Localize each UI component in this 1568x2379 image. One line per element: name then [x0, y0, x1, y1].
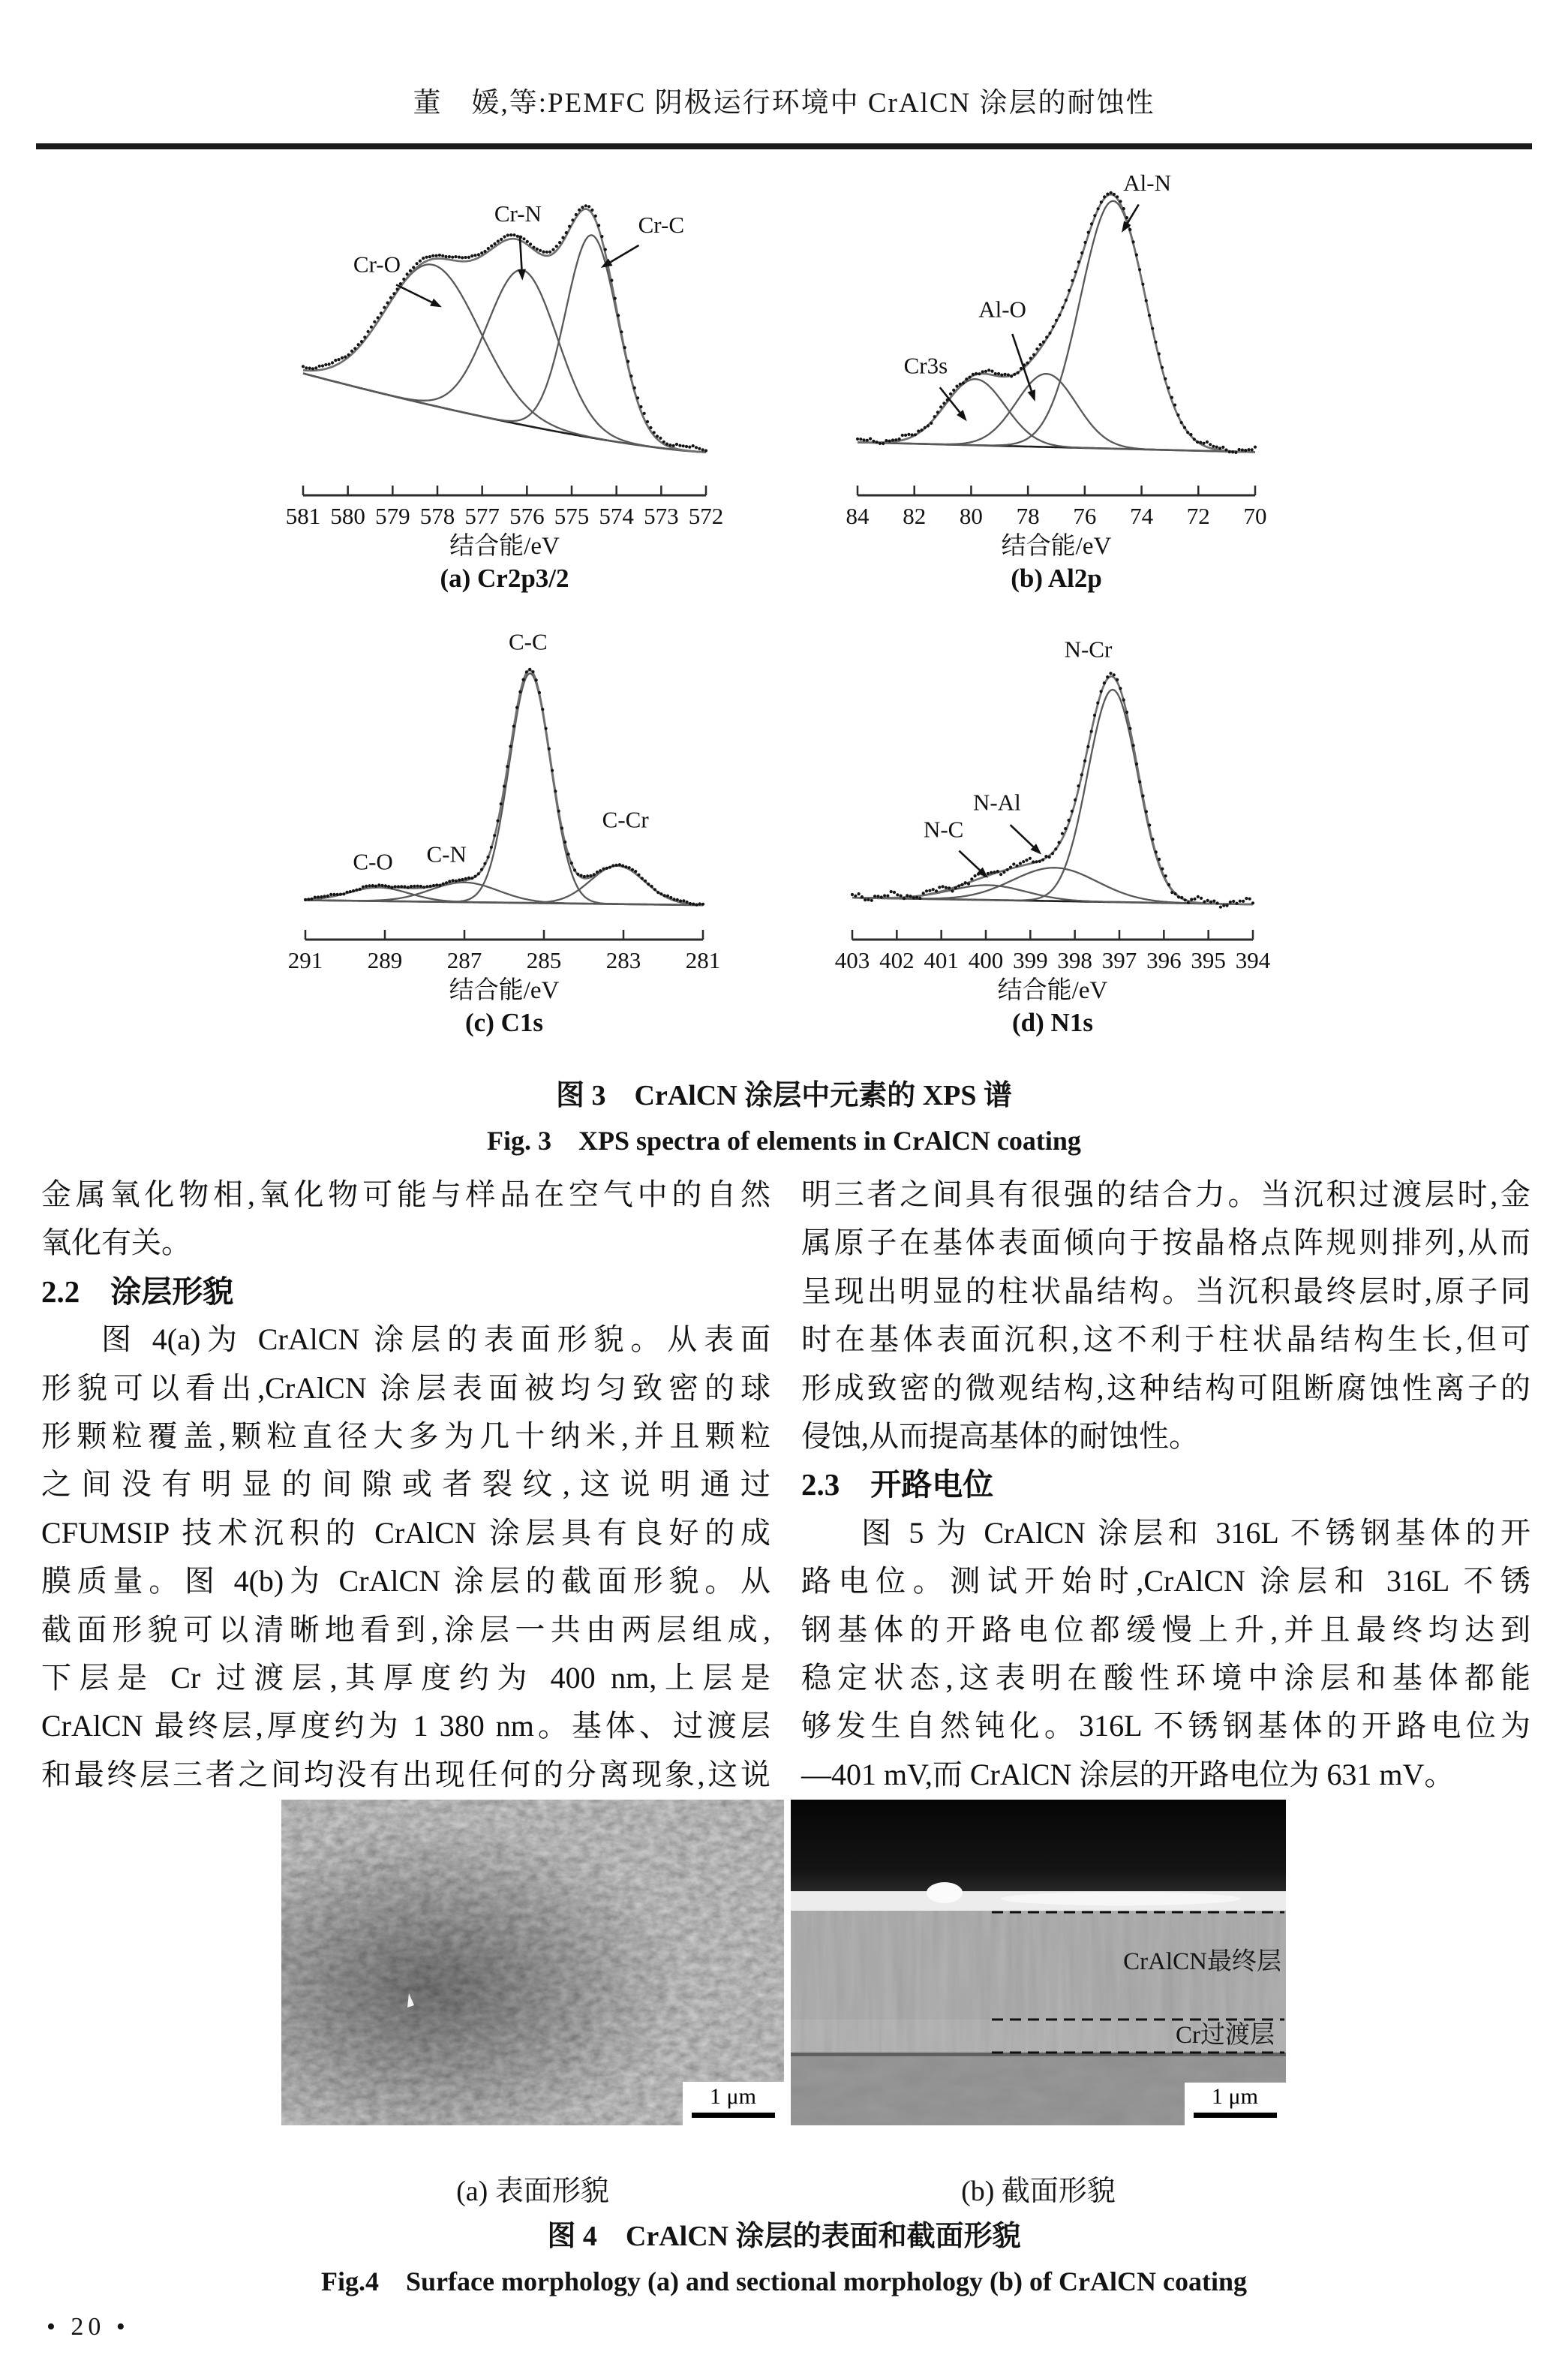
- text-line: 稳定状态,这表明在酸性环境中涂层和基体都能: [801, 1661, 1530, 1695]
- envelope-curve: [858, 194, 1255, 452]
- text-line: CrAlCN 最终层,厚度约为 1 380 nm。基体、过渡层: [41, 1709, 770, 1743]
- tick-label: 84: [846, 503, 870, 529]
- tick-label: 398: [1057, 947, 1092, 973]
- peak-curve-Al-N: [858, 201, 1255, 453]
- text-line: 呈现出明显的柱状晶结构。当沉积最终层时,原子同: [801, 1274, 1530, 1308]
- tick-label: 396: [1146, 947, 1182, 973]
- text-line: 明三者之间具有很强的结合力。当沉积过渡层时,金: [801, 1177, 1530, 1211]
- svg-text:N-Al: N-Al: [972, 789, 1021, 816]
- figure3-caption-en: Fig. 3 XPS spectra of elements in CrAlCN coating: [487, 1126, 1081, 1156]
- text-line: —401 mV,而 CrAlCN 涂层的开路电位为 631 mV。: [801, 1757, 1455, 1791]
- peak-label-Al-N: [1122, 170, 1171, 233]
- page-number: • 20 •: [47, 2313, 130, 2341]
- tick-label: 402: [879, 947, 915, 973]
- tick-label: 291: [287, 947, 323, 973]
- text-line: 和最终层三者之间均没有出现任何的分离现象,这说: [41, 1757, 770, 1791]
- x-axis: [286, 486, 724, 529]
- tick-label: 574: [599, 503, 634, 529]
- header-title: 董 媛,等:PEMFC 阴极运行环境中 CrAlCN 涂层的耐蚀性: [413, 88, 1155, 119]
- figure4-subcaption-a: (a) 表面形貌: [456, 2176, 609, 2207]
- tick-label: 578: [419, 503, 455, 529]
- tick-label: 403: [834, 947, 870, 973]
- svg-text:Al-O: Al-O: [978, 296, 1026, 323]
- figure4-caption-en: Fig.4 Surface morphology (a) and sectional morphology (b) of CrAlCN coating: [321, 2266, 1247, 2296]
- text-line: 图 5 为 CrAlCN 涂层和 316L 不锈钢基体的开: [861, 1515, 1530, 1550]
- chart-subtitle: (d) N1s: [1012, 1008, 1093, 1037]
- experimental-data-dots: [851, 672, 1254, 909]
- tick-label: 76: [1073, 503, 1097, 529]
- layer-label-transition: Cr过渡层: [1176, 2022, 1275, 2049]
- tick-label: 289: [367, 947, 403, 973]
- xps-chart-al2p: [833, 154, 1283, 612]
- svg-text:Cr-O: Cr-O: [353, 251, 401, 278]
- section-heading: 2.2 涂层形貌: [41, 1274, 234, 1309]
- xps-chart-c1s: [280, 609, 730, 1043]
- xps-chart-cr2p: [278, 154, 728, 612]
- tick-label: 80: [959, 503, 983, 529]
- x-axis: [846, 486, 1267, 529]
- svg-text:C-N: C-N: [426, 841, 467, 868]
- svg-text:C-C: C-C: [508, 628, 548, 655]
- x-axis: [835, 930, 1271, 973]
- svg-text:N-Cr: N-Cr: [1064, 636, 1113, 663]
- peak-label-C-Cr: [602, 806, 650, 832]
- text-line: 路电位。测试开始时,CrAlCN 涂层和 316L 不锈: [801, 1564, 1530, 1599]
- text-line: 够发生自然钝化。316L 不锈钢基体的开路电位为: [801, 1709, 1530, 1743]
- text-line: 形成致密的微观结构,这种结构可阻断腐蚀性离子的: [801, 1370, 1530, 1405]
- tick-label: 394: [1235, 947, 1271, 973]
- tick-label: 281: [685, 947, 721, 973]
- tick-label: 400: [968, 947, 1004, 973]
- tick-label: 82: [903, 503, 927, 529]
- peak-label-N-C: [924, 817, 988, 878]
- text-line: 金属氧化物相,氧化物可能与样品在空气中的自然: [41, 1177, 770, 1211]
- text-line: 形颗粒覆盖,颗粒直径大多为几十纳米,并且颗粒: [41, 1419, 770, 1454]
- sem-b-bright-band: [1001, 1892, 1241, 1905]
- tick-label: 72: [1186, 503, 1210, 529]
- x-axis: [288, 930, 721, 973]
- svg-text:Cr-C: Cr-C: [638, 212, 685, 238]
- chart-subtitle: (a) Cr2p3/2: [440, 564, 569, 593]
- text-line: CFUMSIP 技术沉积的 CrAlCN 涂层具有良好的成: [41, 1515, 770, 1550]
- sem-image-section: [791, 1800, 1286, 2125]
- peak-label-C-O: [353, 848, 392, 874]
- figure3-caption-zh: 图 3 CrAlCN 涂层中元素的 XPS 谱: [556, 1080, 1012, 1111]
- tick-label: 573: [644, 503, 679, 529]
- tick-label: 577: [464, 503, 500, 529]
- xps-chart-n1s: [827, 609, 1277, 1043]
- peak-label-Al-O: [978, 296, 1035, 402]
- tick-label: 283: [605, 947, 641, 973]
- scale-bar-b: [1185, 2083, 1286, 2125]
- tick-label: 572: [688, 503, 724, 529]
- peak-curve-N-Cr: [852, 690, 1253, 904]
- chart-subtitle: (b) Al2p: [1011, 564, 1102, 593]
- section-heading: 2.3 开路电位: [801, 1467, 994, 1502]
- tick-label: 78: [1016, 503, 1040, 529]
- sem-image-surface: [281, 1800, 784, 2125]
- tick-label: 285: [526, 947, 562, 973]
- tick-label: 399: [1013, 947, 1048, 973]
- peak-label-N-Al: [973, 789, 1041, 854]
- envelope-curve: [852, 676, 1253, 904]
- tick-label: 575: [554, 503, 590, 529]
- envelope-curve: [303, 209, 706, 453]
- svg-text:Cr3s: Cr3s: [903, 352, 948, 379]
- peak-label-Cr-C: [601, 212, 684, 268]
- x-axis-label: 结合能/eV: [449, 533, 560, 560]
- text-line: 下层是 Cr 过渡层,其厚度约为 400 nm,上层是: [41, 1661, 770, 1695]
- text-line: 侵蚀,从而提高基体的耐蚀性。: [801, 1419, 1199, 1454]
- tick-label: 576: [509, 503, 545, 529]
- scale-bar-a-label: 1 μm: [710, 2084, 756, 2109]
- text-line: 属原子在基体表面倾向于按晶格点阵规则排列,从而: [801, 1226, 1530, 1260]
- peak-label-C-C: [509, 629, 548, 655]
- text-line: 之间没有明显的间隙或者裂纹,这说明通过: [41, 1467, 770, 1502]
- sem-b-bright-blob: [927, 1882, 963, 1903]
- tick-label: 580: [330, 503, 365, 529]
- svg-text:Al-N: Al-N: [1123, 169, 1172, 196]
- text-line: 截面形貌可以清晰地看到,涂层一共由两层组成,: [41, 1612, 770, 1647]
- text-line: 图 4(a)为 CrAlCN 涂层的表面形貌。从表面: [101, 1322, 770, 1357]
- tick-label: 397: [1101, 947, 1137, 973]
- svg-text:C-O: C-O: [353, 848, 393, 875]
- text-line: 氧化有关。: [41, 1226, 191, 1260]
- peak-label-N-Cr: [1065, 636, 1113, 662]
- scale-bar-b-label: 1 μm: [1212, 2084, 1258, 2109]
- tick-label: 287: [446, 947, 482, 973]
- body-left-column: [41, 1171, 770, 1799]
- sem-a-dark-patch: [281, 1800, 784, 2125]
- body-right-column: [801, 1171, 1530, 1799]
- scale-bar-a: [683, 2082, 784, 2125]
- x-axis-label: 结合能/eV: [997, 977, 1108, 1004]
- x-axis-label: 结合能/eV: [1001, 533, 1112, 560]
- sem-b-vacuum-region: [791, 1800, 1286, 1899]
- tick-label: 579: [375, 503, 410, 529]
- tick-label: 395: [1191, 947, 1226, 973]
- text-line: 钢基体的开路电位都缓慢上升,并且最终均达到: [801, 1612, 1530, 1647]
- svg-text:C-Cr: C-Cr: [602, 806, 649, 833]
- header-rule: [36, 143, 1532, 149]
- svg-text:N-C: N-C: [923, 816, 964, 843]
- peak-curve-Cr-N: [303, 270, 706, 453]
- text-line: 时在基体表面沉积,这不利于柱状晶结构生长,但可: [801, 1322, 1530, 1357]
- layer-label-final: CrAlCN最终层: [1123, 1948, 1281, 1975]
- figure4-subcaption-b: (b) 截面形貌: [961, 2176, 1116, 2207]
- tick-label: 74: [1130, 503, 1154, 529]
- text-line: 膜质量。图 4(b)为 CrAlCN 涂层的截面形貌。从: [41, 1564, 770, 1599]
- tick-label: 70: [1243, 503, 1267, 529]
- figure4-caption-zh: 图 4 CrAlCN 涂层的表面和截面形貌: [547, 2221, 1021, 2252]
- tick-label: 401: [924, 947, 959, 973]
- x-axis-label: 结合能/eV: [449, 977, 560, 1004]
- chart-subtitle: (c) C1s: [465, 1008, 543, 1037]
- svg-text:Cr-N: Cr-N: [494, 200, 542, 227]
- text-line: 形貌可以看出,CrAlCN 涂层表面被均匀致密的球: [41, 1370, 770, 1405]
- peak-label-C-N: [426, 841, 466, 867]
- tick-label: 581: [285, 503, 321, 529]
